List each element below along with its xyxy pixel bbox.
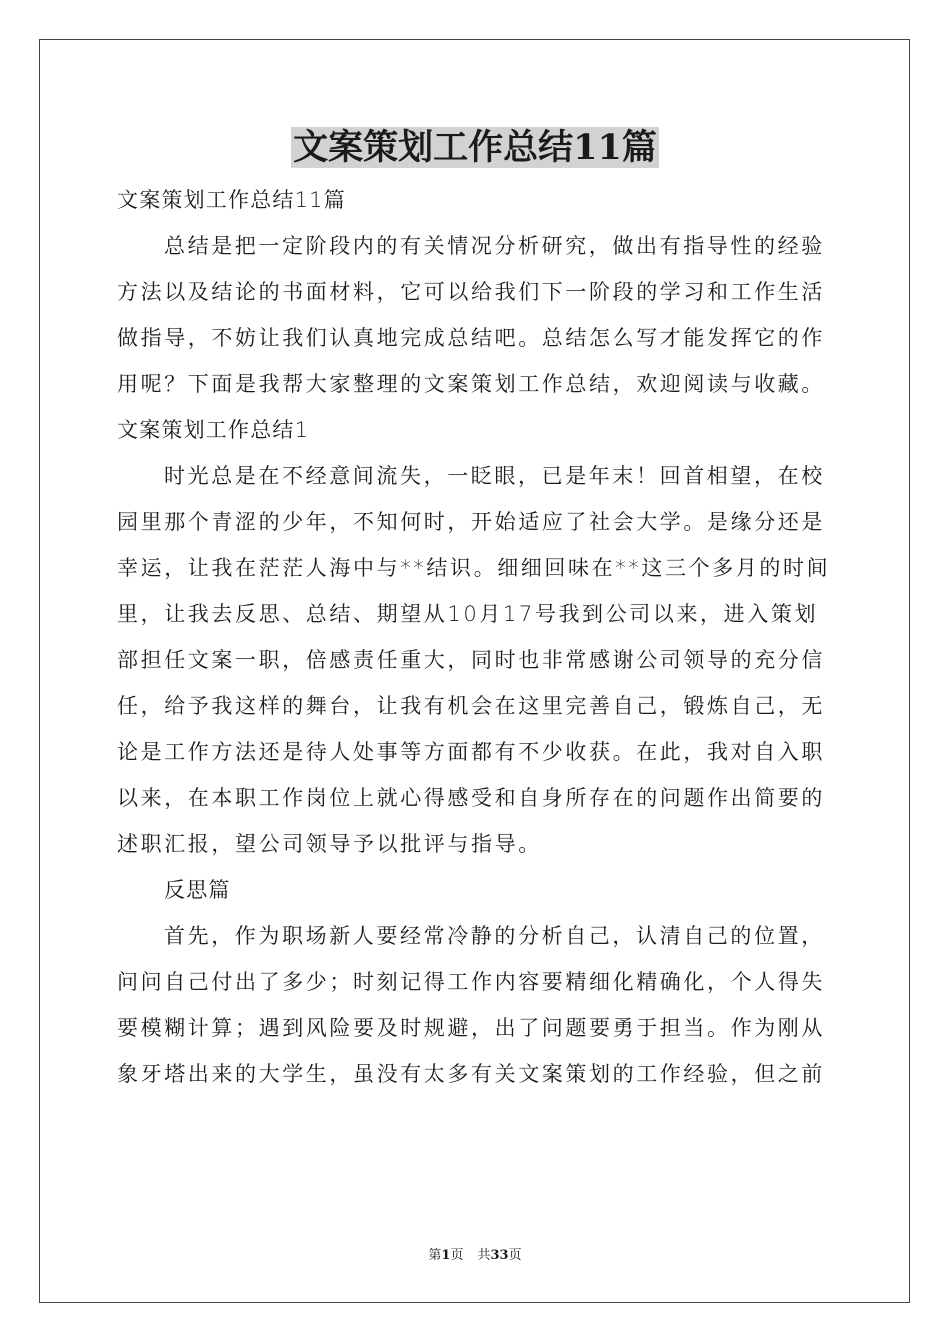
paragraph-line: 论是工作方法还是待人处事等方面都有不少收获。在此，我对自入职 (117, 740, 825, 764)
paragraph-line: 园里那个青涩的少年，不知何时，开始适应了社会大学。是缘分还是 (117, 510, 825, 534)
paragraph-line: 总结是把一定阶段内的有关情况分析研究，做出有指导性的经验 (164, 234, 825, 258)
paragraph-line: 问问自己付出了多少；时刻记得工作内容要精细化精确化，个人得失 (117, 970, 825, 994)
paragraph-line: 部担任文案一职，倍感责任重大，同时也非常感谢公司领导的充分信 (117, 648, 825, 672)
paragraph-line: 以来，在本职工作岗位上就心得感受和自身所存在的问题作出简要的 (117, 786, 825, 810)
page-unit: 页 (450, 1248, 464, 1263)
paragraph-line: 任，给予我这样的舞台，让我有机会在这里完善自己，锻炼自己，无 (117, 694, 825, 718)
paragraph-line: 做指导，不妨让我们认真地完成总结吧。总结怎么写才能发挥它的作 (117, 326, 825, 350)
total-prefix: 共 (477, 1248, 491, 1263)
page-footer (0, 1247, 950, 1265)
paragraph-line: 幸运，让我在茫茫人海中与**结识。细细回味在**这三个多月的时间 (117, 556, 831, 580)
paragraph-line: 用呢？下面是我帮大家整理的文案策划工作总结，欢迎阅读与收藏。 (117, 372, 825, 396)
section-heading: 文案策划工作总结11篇 (117, 188, 346, 212)
document-body (117, 177, 833, 1097)
page-prefix: 第 (428, 1248, 442, 1263)
section-heading: 文案策划工作总结1 (117, 418, 310, 442)
paragraph-line: 里，让我去反思、总结、期望从10月17号我到公司以来，进入策划 (117, 602, 819, 626)
document-title (0, 124, 950, 172)
total-unit: 页 (508, 1248, 522, 1263)
paragraph-line: 方法以及结论的书面材料，它可以给我们下一阶段的学习和工作生活 (117, 280, 825, 304)
page-number: 1 (441, 1248, 451, 1263)
paragraph-line: 要模糊计算；遇到风险要及时规避，出了问题要勇于担当。作为刚从 (117, 1016, 825, 1040)
paragraph-line: 时光总是在不经意间流失，一眨眼，已是年末！回首相望，在校 (164, 464, 825, 488)
total-pages: 33 (490, 1248, 509, 1263)
paragraph-line: 述职汇报，望公司领导予以批评与指导。 (117, 832, 542, 856)
section-heading: 反思篇 (164, 878, 231, 902)
paragraph-line: 象牙塔出来的大学生，虽没有太多有关文案策划的工作经验，但之前 (117, 1062, 825, 1086)
paragraph-line: 首先，作为职场新人要经常冷静的分析自己，认清自己的位置， (164, 924, 825, 948)
document-title-text: 文案策划工作总结11篇 (293, 127, 657, 168)
